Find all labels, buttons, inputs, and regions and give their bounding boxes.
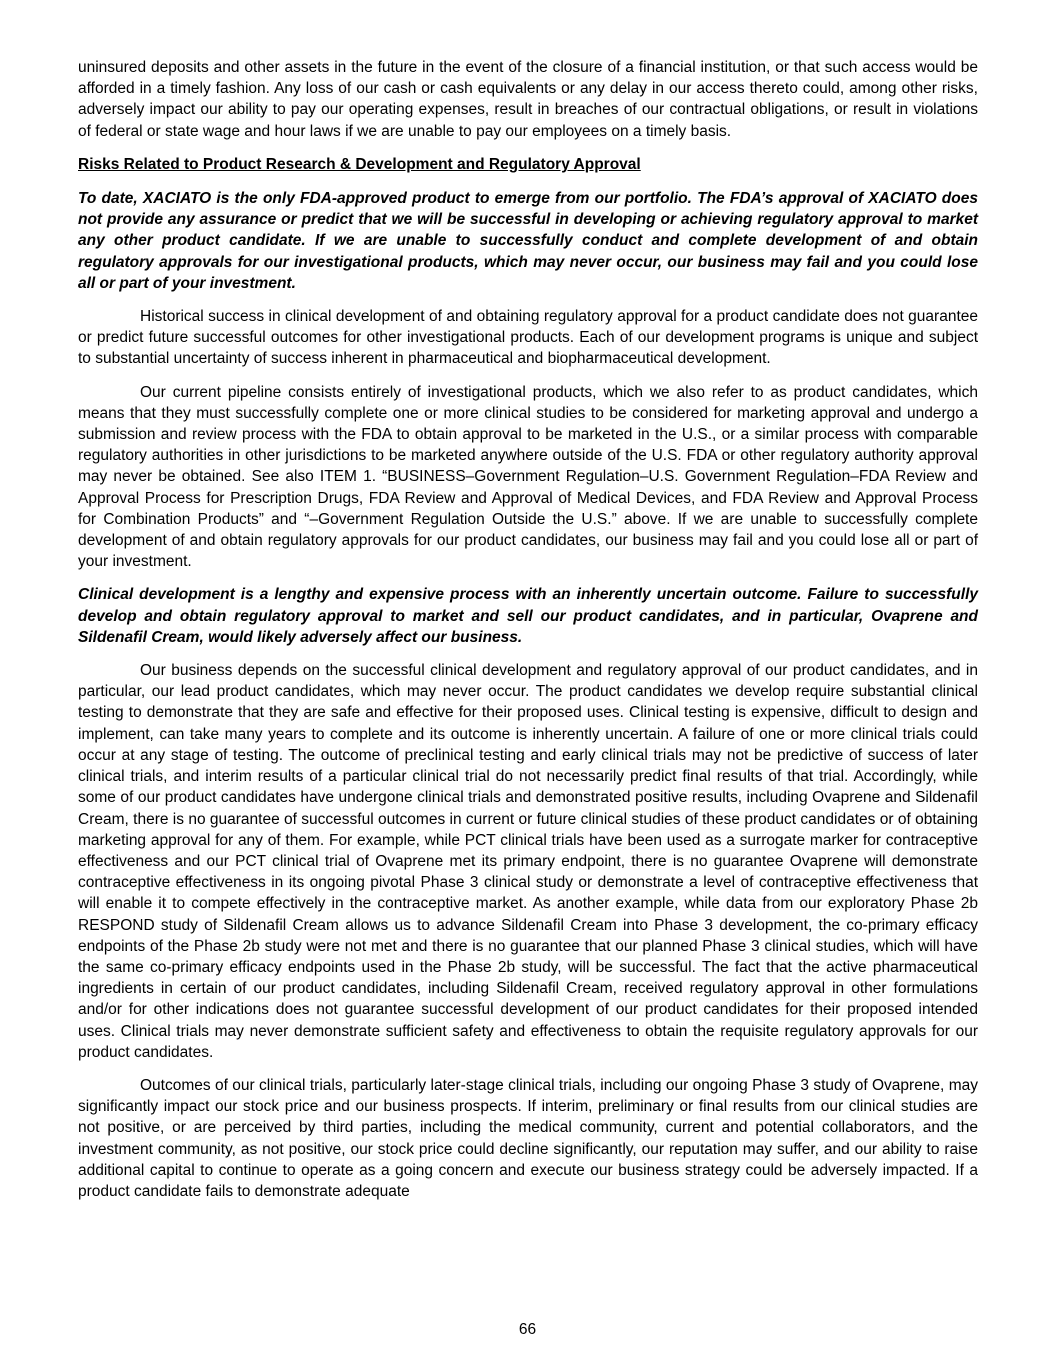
document-content <box>78 57 978 1214</box>
page-number: 66 <box>518 1321 537 1338</box>
paragraph-historical-success: Historical success in clinical development of and obtaining regulatory approval for a product candidate does not guarantee or predict future successful outcomes for other investigational products. Each of our development programs is unique and subject to substantial uncertainty of success inherent in pharmaceutical and biopharmaceutical development. <box>78 308 978 368</box>
risk-factor-heading-clinical-development: Clinical development is a lengthy and expensive process with an inherently uncertain outcome. Failure to successfully develop and obtain regulatory approval to market and sell our product candidates, and in particular, Ovaprene and Sildenafil Cream, would likely adversely affect our business. <box>78 586 978 646</box>
paragraph-continuation: uninsured deposits and other assets in the future in the event of the closure of a financial institution, or that such access would be afforded in a timely fashion. Any loss of our cash or cash equivalents or any delay in our access thereto could, among other risks, adversely impact our ability to pay our operating expenses, result in breaches of our contractual obligations, or result in violations of federal or state wage and hour laws if we are unable to pay our employees on a timely basis. <box>78 59 978 140</box>
paragraph-clinical-trial-outcomes: Outcomes of our clinical trials, particularly later-stage clinical trials, including our ongoing Phase 3 study of Ovaprene, may significantly impact our stock price and our business prospects. If interim, preliminary or final results from our clinical studies are not positive, or are perceived by third parties, including the medical community, current and potential collaborators, and the investment community, as not positive, our stock price could decline significantly, our reputation may suffer, and our ability to raise additional capital to continue to operate as a going concern and execute our business strategy could be adversely impacted. If a product candidate fails to demonstrate adequate <box>78 1076 978 1200</box>
risk-factor-heading-xaciato: To date, XACIATO is the only FDA-approved product to emerge from our portfolio. The FDA’s approval of XACIATO does not provide any assurance or predict that we will be successful in developing or achieving regulatory approval to market any other product candidate. If we are unable to successfully conduct and complete development of and obtain regulatory approvals for our investigational products, which may never occur, our business may fail and you could lose all or part of your investment. <box>78 190 978 292</box>
paragraph-business-depends: Our business depends on the successful clinical development and regulatory approval of our product candidates, and in particular, our lead product candidates, which may never occur. The product candidates we develop require substantial clinical testing to demonstrate that they are safe and effective for their proposed uses. Clinical testing is expensive, difficult to design and implement, can take many years to complete and its outcome is inherently uncertain. A failure of one or more clinical trials could occur at any stage of testing. The outcome of preclinical testing and early clinical trials may not be predictive of success of later clinical trials, and interim results of a particular clinical trial do not necessarily predict final results of that trial. Accordingly, while some of our product candidates have undergone clinical trials and demonstrated positive results, including Ovaprene and Sildenafil Cream, there is no guarantee of successful outcomes in current or future clinical studies of these product candidates or of obtaining marketing approval for any of them. For example, while PCT clinical trials have been used as a surrogate marker for contraceptive effectiveness and our PCT clinical trial of Ovaprene met its primary endpoint, there is no guarantee Ovaprene will demonstrate contraceptive effectiveness in its ongoing pivotal Phase 3 clinical study or demonstrate a level of contraceptive effectiveness that will enable it to compete effectively in the contraceptive market. As another example, while data from our exploratory Phase 2b RESPOND study of Sildenafil Cream allows us to advance Sildenafil Cream into Phase 3 development, the co-primary efficacy endpoints of the Phase 2b study were not met and there is no guarantee that our planned Phase 3 clinical studies, which will have the same co-primary efficacy endpoints used in the Phase 2b study, will be successful. The fact that the active pharmaceutical ingredients in certain of our product candidates, including Sildenafil Cream, received regulatory approval in other formulations and/or for other indications does not guarantee successful development of our product candidates for their proposed intended uses. Clinical trials may never demonstrate sufficient safety and effectiveness to obtain the requisite regulatory approvals for our product candidates. <box>78 662 978 1061</box>
paragraph-current-pipeline: Our current pipeline consists entirely of investigational products, which we also refer to as product candidates, which means that they must successfully complete one or more clinical studies to be considered for marketing approval and undergo a submission and review process with the FDA to obtain approval to be marketed in the U.S., or a similar process with comparable regulatory authorities in other jurisdictions to be marketed anywhere outside of the U.S. FDA or other regulatory authority approval may never be obtained. See also ITEM 1. “BUSINESS–Government Regulation–U.S. Government Regulation–FDA Review and Approval Process for Prescription Drugs, FDA Review and Approval of Medical Devices, and FDA Review and Approval Process for Combination Products” and “–Government Regulation Outside the U.S.” above. If we are unable to successfully complete development of and obtain regulatory approvals for our product candidates, our business may fail and you could lose all or part of your investment. <box>78 383 978 571</box>
section-heading: Risks Related to Product Research & Development and Regulatory Approval <box>78 155 641 173</box>
